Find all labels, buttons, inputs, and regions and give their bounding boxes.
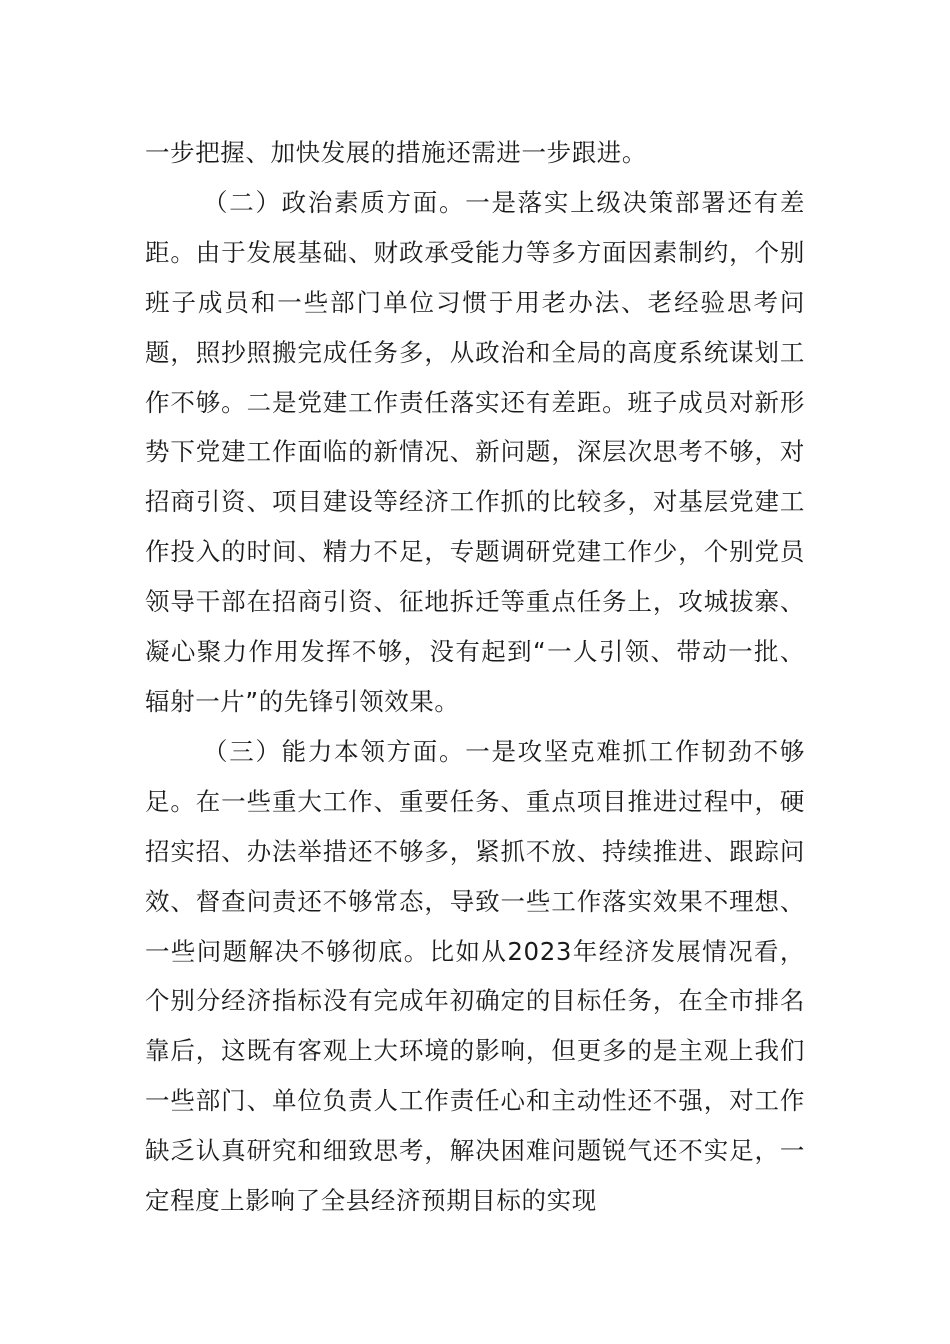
document-body: [145, 128, 805, 1226]
paragraph-continuation: 一步把握、加快发展的措施还需进一步跟进。: [145, 138, 647, 167]
paragraph-political-quality: （二）政治素质方面。一是落实上级决策部署还有差距。由于发展基础、财政承受能力等多方面因素制约，个别班子成员和一些部门单位习惯于用老办法、老经验思考问题，照抄照搬完成任务多，从政治和全局的高度系统谋划工作不够。二是党建工作责任落实还有差距。班子成员对新形势下党建工作面临的新情况、新问题，深层次思考不够，对招商引资、项目建设等经济工作抓的比较多，对基层党建工作投入的时间、精力不足，专题调研党建工作少，个别党员领导干部在招商引资、征地拆迁等重点任务上，攻城拔寨、凝心聚力作用发挥不够，没有起到“一人引领、带动一批、辐射一片”的先锋引领效果。: [145, 187, 805, 716]
paragraph-ability: （三）能力本领方面。一是攻坚克难抓工作韧劲不够足。在一些重大工作、重要任务、重点项目推进过程中，硬招实招、办法举措还不够多，紧抓不放、持续推进、跟踪问效、督查问责还不够常态，导致一些工作落实效果不理想、一些问题解决不够彻底。比如从2023年经济发展情况看，个别分经济指标没有完成年初确定的目标任务，在全市排名靠后，这既有客观上大环境的影响，但更多的是主观上我们一些部门、单位负责人工作责任心和主动性还不强，对工作缺乏认真研究和细致思考，解决困难问题锐气还不实足，一定程度上影响了全县经济预期目标的实现: [145, 736, 805, 1216]
